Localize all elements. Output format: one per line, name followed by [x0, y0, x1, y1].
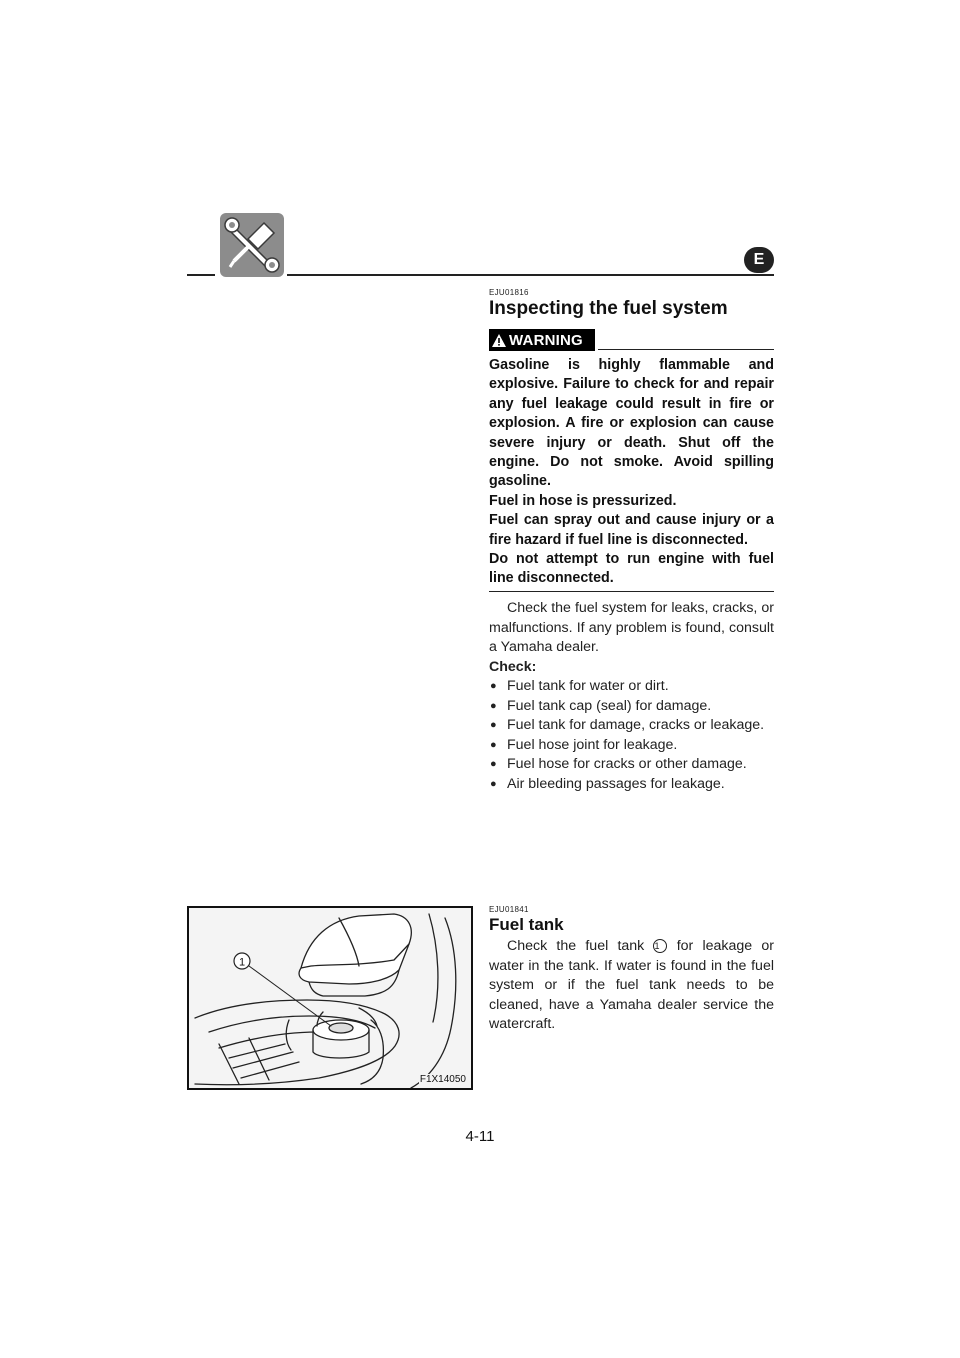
- warning-paragraph: Fuel in hose is pressurized.: [489, 492, 677, 509]
- intro-text: Check the fuel system for leaks, cracks, or malfunctions. If any problem is found, consult a Yamaha dealer.: [489, 600, 774, 656]
- page-number: 4-11: [465, 1128, 495, 1145]
- list-item: [489, 736, 774, 756]
- tools-icon: [220, 213, 284, 277]
- header-rule-right: [287, 274, 774, 276]
- list-item: [489, 716, 774, 736]
- warning-label: [489, 329, 595, 351]
- warning-top-rule: [598, 349, 774, 350]
- callout-number: 1: [653, 939, 667, 953]
- check-list: [489, 677, 774, 795]
- list-item-text: Fuel hose joint for leakage.: [507, 736, 678, 753]
- warning-paragraph: Gasoline is highly flammable and explosive. Failure to check for and repair any fuel leakage could result in fire or explosion. A fire or explosion can cause severe injury or death. Shut off the engine. Do not smoke. Avoid spilling gasoline.: [489, 357, 774, 490]
- section-title: Inspecting the fuel system: [489, 298, 728, 319]
- paragraph-text: Check the fuel tank: [507, 938, 654, 954]
- list-item: [489, 775, 774, 795]
- paragraph-text: for leakage or water in the tank. If water is found in the fuel system or if the fuel tank needs to be cleaned, have a Yamaha dealer service the watercraft.: [489, 938, 774, 1033]
- warning-label-text: WARNING: [509, 331, 583, 349]
- header-rule-left: [187, 274, 215, 276]
- intro-paragraph: [489, 599, 774, 658]
- warning-paragraph: Fuel can spray out and cause injury or a fire hazard if fuel line is disconnected.: [489, 512, 774, 548]
- language-badge: E: [744, 247, 774, 273]
- section-title: Fuel tank: [489, 915, 564, 934]
- bullet-icon: ●: [490, 719, 497, 732]
- figure-code: F1X14050: [419, 1074, 466, 1085]
- list-item-text: Air bleeding passages for leakage.: [507, 775, 725, 792]
- warning-paragraph: Do not attempt to run engine with fuel line disconnected.: [489, 551, 774, 587]
- section-code: EJU01841: [489, 905, 529, 914]
- list-item-text: Fuel tank for water or dirt.: [507, 678, 669, 694]
- list-item: [489, 755, 774, 775]
- watercraft-illustration: [189, 908, 471, 1088]
- fuel-tank-figure: [187, 906, 473, 1090]
- list-item-text: Fuel tank cap (seal) for damage.: [507, 697, 712, 714]
- section-code: EJU01816: [489, 288, 529, 297]
- bullet-icon: ●: [490, 777, 497, 790]
- warning-text: [489, 356, 774, 589]
- warning-triangle-icon: [491, 333, 507, 348]
- list-item: [489, 677, 774, 697]
- fuel-tank-paragraph: [489, 937, 774, 1035]
- list-item-text: Fuel tank for damage, cracks or leakage.: [507, 717, 765, 734]
- bullet-icon: ●: [490, 738, 497, 751]
- bullet-icon: ●: [490, 680, 497, 692]
- bullet-icon: ●: [490, 758, 497, 771]
- figure-callout: 1: [238, 956, 246, 969]
- list-item: [489, 697, 774, 717]
- list-item-text: Fuel hose for cracks or other damage.: [507, 756, 747, 773]
- check-label: Check:: [489, 659, 537, 675]
- bullet-icon: ●: [490, 699, 497, 712]
- warning-bottom-rule: [489, 591, 774, 592]
